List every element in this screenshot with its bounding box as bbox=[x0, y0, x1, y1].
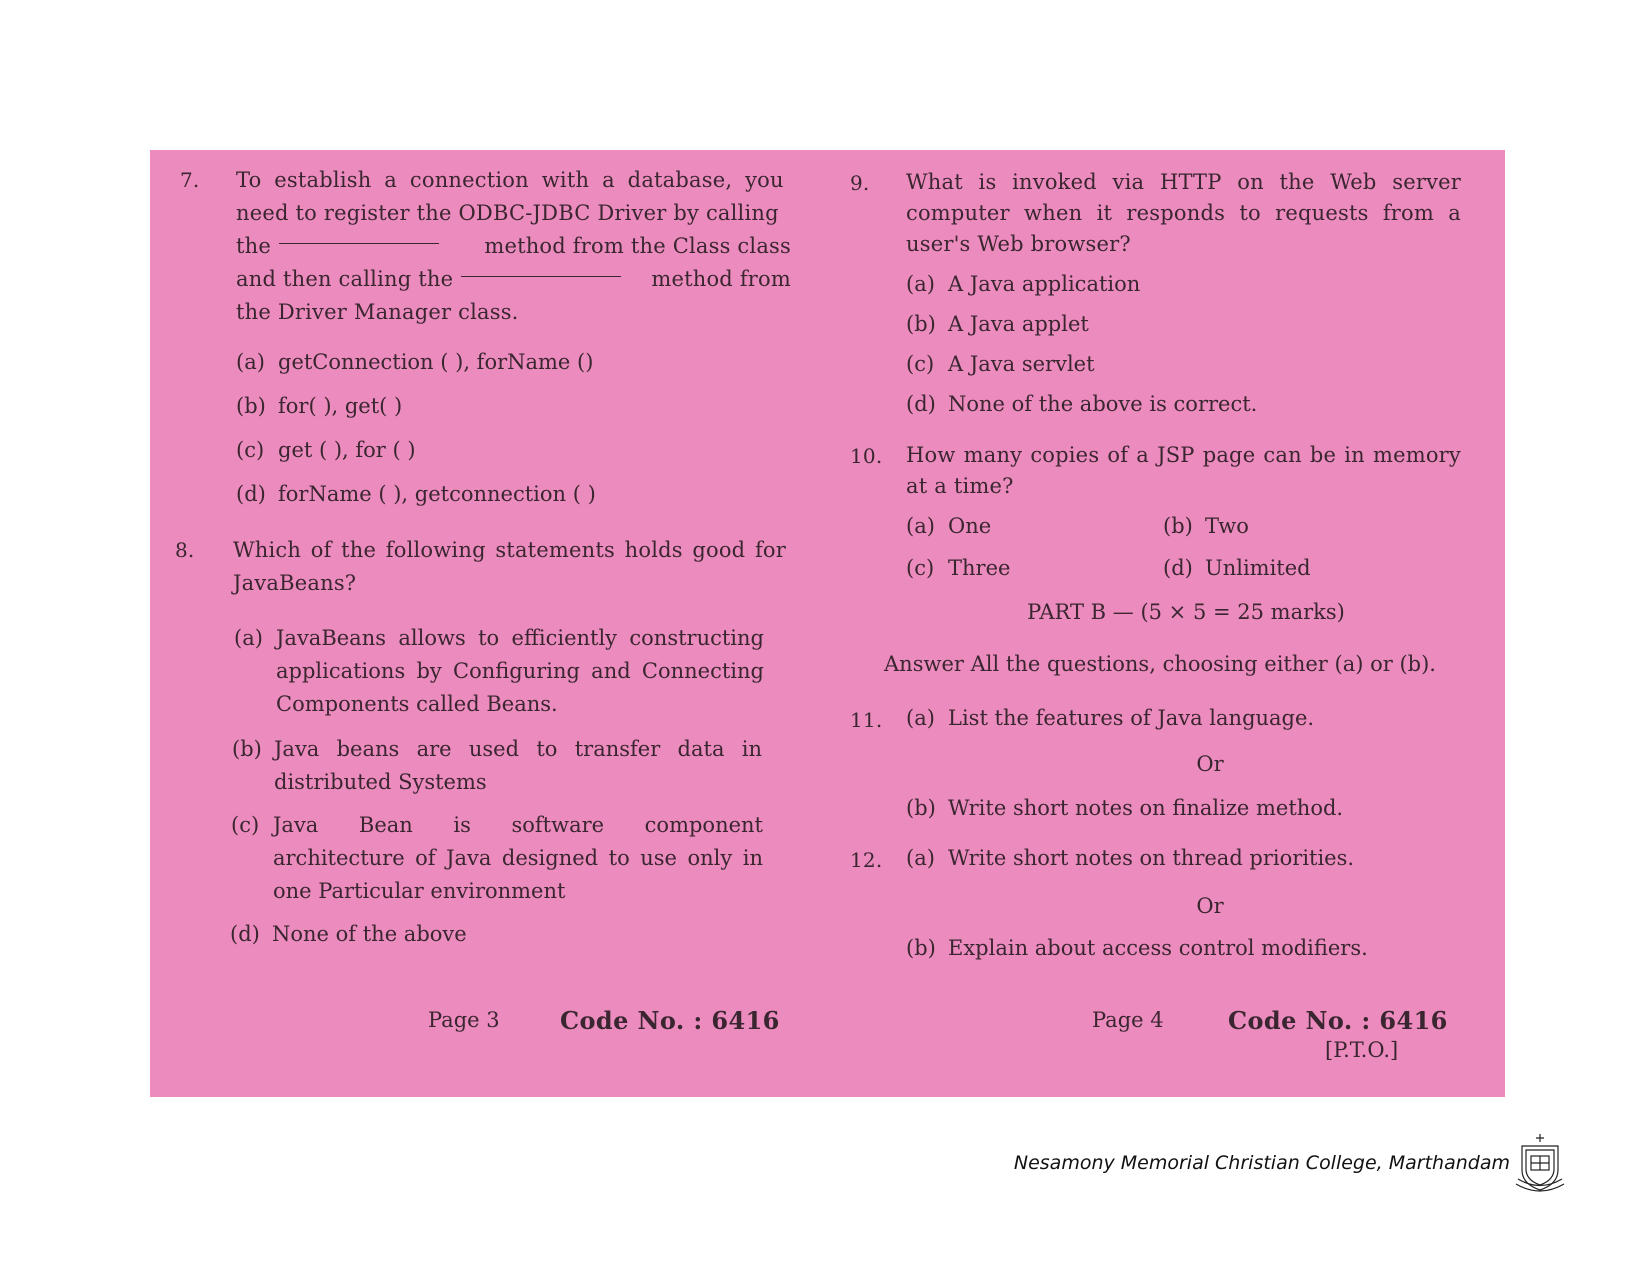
question-line bbox=[236, 164, 791, 197]
question-line bbox=[236, 296, 791, 329]
or-separator: Or bbox=[1196, 894, 1224, 918]
option-text: getConnection ( ), forName () bbox=[278, 350, 594, 374]
question-line-text: method from bbox=[651, 267, 791, 291]
option-text: None of the above bbox=[272, 922, 467, 946]
question-line-text: the bbox=[236, 234, 271, 258]
option-label: (b) bbox=[906, 796, 936, 820]
question-line-text: method from the Class class bbox=[484, 234, 791, 258]
fill-blank bbox=[461, 276, 621, 277]
question-text: Which of the following statements holds good for JavaBeans? bbox=[233, 538, 786, 595]
question-number: 7. bbox=[180, 168, 200, 192]
option-label: (b) bbox=[232, 737, 262, 761]
option-text: A Java application bbox=[948, 272, 1141, 296]
question-text: How many copies of a JSP page can be in memory at a time? bbox=[906, 443, 1461, 498]
option-text: Java beans are used to transfer data in distributed Systems bbox=[274, 737, 762, 794]
option-label: (d) bbox=[1163, 556, 1193, 580]
option-text: Write short notes on thread priorities. bbox=[948, 846, 1355, 870]
option-label: (b) bbox=[906, 936, 936, 960]
option-text: for( ), get( ) bbox=[278, 394, 403, 418]
question-line-text: need to register the ODBC-JDBC Driver by calling bbox=[236, 201, 779, 225]
option-label: (d) bbox=[906, 392, 936, 416]
college-name: Nesamony Memorial Christian College, Marthandam bbox=[1013, 1152, 1510, 1174]
question-line-text: and then calling the bbox=[236, 267, 454, 291]
code-number: Code No. : 6416 bbox=[560, 1006, 780, 1035]
option-text: A Java applet bbox=[948, 312, 1089, 336]
question-line bbox=[236, 263, 791, 296]
question-text bbox=[236, 164, 791, 329]
exam-sheet bbox=[150, 150, 1505, 1097]
option-text: get ( ), for ( ) bbox=[278, 438, 416, 462]
option-label: (c) bbox=[906, 556, 935, 580]
code-number: Code No. : 6416 bbox=[1228, 1006, 1448, 1035]
question-line bbox=[236, 230, 791, 263]
option-text: List the features of Java language. bbox=[948, 706, 1315, 730]
fill-blank bbox=[279, 243, 439, 244]
question-number: 11. bbox=[850, 708, 883, 732]
option-text: A Java servlet bbox=[948, 352, 1095, 376]
option-text: Explain about access control modifiers. bbox=[948, 936, 1368, 960]
option-text: Unlimited bbox=[1205, 556, 1311, 580]
question-line-text: the Driver Manager class. bbox=[236, 300, 519, 324]
option-label: (a) bbox=[906, 514, 935, 538]
option-text: Java Bean is software component architecture of Java designed to use only in one Particular environment bbox=[273, 813, 763, 903]
question-line-text: To establish a connection with a database, you bbox=[236, 168, 784, 192]
option-text: Write short notes on finalize method. bbox=[948, 796, 1344, 820]
option-label: (a) bbox=[906, 846, 935, 870]
option-label: (d) bbox=[230, 922, 260, 946]
option-text: forName ( ), getconnection ( ) bbox=[278, 482, 596, 506]
part-b-instruction: Answer All the questions, choosing either (a) or (b). bbox=[884, 652, 1436, 676]
option-text: None of the above is correct. bbox=[948, 392, 1258, 416]
option-label: (a) bbox=[236, 350, 265, 374]
option-label: (a) bbox=[906, 706, 935, 730]
option-label: (c) bbox=[231, 813, 260, 837]
page-number: Page 3 bbox=[428, 1008, 500, 1032]
page-number: Page 4 bbox=[1092, 1008, 1164, 1032]
question-7 bbox=[180, 164, 790, 494]
college-emblem-icon bbox=[1512, 1132, 1568, 1196]
pto-marker: [P.T.O.] bbox=[1325, 1038, 1399, 1062]
question-text: What is invoked via HTTP on the Web server computer when it responds to requests from a user's Web browser? bbox=[906, 170, 1461, 256]
question-number: 8. bbox=[175, 538, 195, 562]
option-label: (b) bbox=[236, 394, 266, 418]
question-number: 9. bbox=[850, 171, 870, 195]
question-line bbox=[236, 197, 791, 230]
option-text: Three bbox=[948, 556, 1011, 580]
part-b-heading: PART B — (5 × 5 = 25 marks) bbox=[1027, 600, 1345, 624]
question-number: 12. bbox=[850, 848, 883, 872]
option-label: (c) bbox=[906, 352, 935, 376]
question-number: 10. bbox=[850, 444, 883, 468]
option-label: (b) bbox=[906, 312, 936, 336]
option-label: (c) bbox=[236, 438, 265, 462]
or-separator: Or bbox=[1196, 752, 1224, 776]
option-label: (d) bbox=[236, 482, 266, 506]
option-text: One bbox=[948, 514, 992, 538]
option-text: JavaBeans allows to efficiently constructing applications by Configuring and Connecting Components called Beans. bbox=[276, 626, 764, 716]
option-label: (b) bbox=[1163, 514, 1193, 538]
option-label: (a) bbox=[234, 626, 263, 650]
option-label: (a) bbox=[906, 272, 935, 296]
option-text: Two bbox=[1205, 514, 1249, 538]
